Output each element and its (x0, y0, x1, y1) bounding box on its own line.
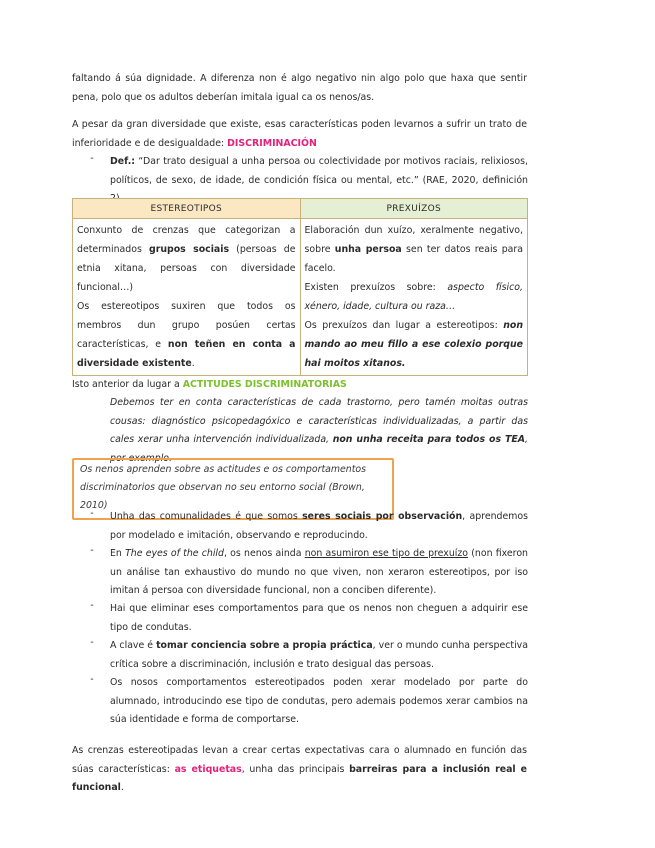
italic-text: aspecto físico, xénero, idade, cultura ou raza… (304, 282, 523, 312)
text: Os prexuízos dan lugar a estereotipos: (304, 320, 504, 331)
comparison-table (72, 198, 528, 376)
underlined-text: non asumiron ese tipo de prexuízo (304, 548, 469, 559)
bold-text: tomar conciencia sobre a propia práctica (156, 640, 373, 651)
text: , os nenos ainda (224, 548, 305, 559)
header-prexuizos: PREXUÍZOS (300, 199, 528, 219)
text: , ver o mundo cunha perspectiva crítica sobre a discriminación, inclusión e trato desigual das persoas. (110, 640, 528, 670)
list-item: Os nosos comportamentos estereotipados poden xerar modelado por parte do alumnado, introducindo ese tipo de condutas, pero ademais podemos xerar cambios na súa identidade e forma de comportarse. (110, 677, 528, 725)
bullet-marker: - (90, 674, 94, 685)
bold-text: grupos sociais (148, 244, 230, 255)
text: Conxunto de crenzas que categorizan a determinados (77, 225, 296, 255)
discrimination-highlight: DISCRIMINACIÓN (227, 137, 317, 149)
bullet-marker: - (90, 153, 94, 164)
list-item (110, 508, 528, 545)
list-item (110, 637, 528, 674)
text: Existen prexuízos sobre: (304, 282, 448, 293)
text: Debemos ter en conta características de cada trastorno, pero tamén moitas outras cousas: diagnóstico psicopedagóxico e características individualizadas, a partir das cales xerar unha intervención individualizada, (110, 397, 528, 445)
text: As crenzas estereotipadas levan a crear certas expectativas cara o alumnado en función das súas características: (72, 745, 527, 775)
text: Elaboración dun xuízo, xeralmente negativo, sobre (304, 225, 523, 255)
cell-estereotipos (73, 219, 301, 376)
actitudes-highlight: ACTITUDES DISCRIMINATORIAS (182, 379, 347, 390)
text: A clave é (110, 640, 157, 651)
bold-text: non unha receita para todos os TEA (332, 434, 526, 445)
text: (persoas de etnia xitana, persoas con diversidade funcional…) (77, 244, 296, 293)
bold-text: non teñen en conta a diversidade existente (77, 339, 296, 369)
list-item: Hai que eliminar eses comportamentos para que os nenos non cheguen a adquirir ese tipo de condutas. (110, 603, 528, 633)
paragraph-etiquetas (72, 742, 527, 798)
text: sen ter datos reais para facelo. (304, 244, 524, 274)
text: En (110, 548, 126, 559)
text: , por exemplo. (110, 434, 528, 464)
italic-text: The eyes of the child (125, 548, 224, 559)
text: . (191, 358, 195, 369)
quote-box: Os nenos aprenden sobre as actitudes e os comportamentos discriminatorios que observan no seu entorno social (Brown, 2010) (72, 458, 394, 520)
text: Os estereotipos suxiren que todos os membros dun grupo posúen certas características, e (77, 301, 296, 350)
paragraph-actitudes (72, 376, 527, 395)
text: , aprendemos por modelado e imitación, observando e reproducindo. (110, 511, 528, 541)
header-estereotipos: ESTEREOTIPOS (73, 199, 301, 219)
paragraph-actitudes-text: Isto anterior da lugar a (72, 379, 183, 390)
definition-text: “Dar trato desigual a unha persoa ou colectividade por motivos raciais, relixiosos, políticos, de sexo, de idade, de condición física ou mental, etc.” (RAE, 2020, definición (110, 156, 528, 186)
text: , unha das principais (241, 763, 350, 775)
paragraph-intervencion (110, 394, 528, 468)
paragraph-discrimination (72, 116, 527, 153)
etiquetas-highlight: as etiquetas (174, 763, 242, 775)
text: (non fixeron un análise tan exhaustivo do mundo no que viven, non xeraron estereotipos, por iso imitan á persoa con diversidade funcional, non a conciben diferente). (110, 548, 528, 596)
paragraph-discrimination-text: A pesar da gran diversidade que existe, esas características poden levarnos a sufrir un trato de inferioridade e de desigualdade: (72, 119, 527, 149)
cell-prexuizos (300, 219, 528, 376)
definition-label: Def.: (110, 156, 136, 167)
list-item (110, 545, 528, 601)
bullet-marker: - (90, 508, 94, 519)
bold-text: seres sociais por observación (302, 511, 463, 522)
bold-text: barreiras para a inclusión real e funcional (72, 763, 527, 793)
bullet-marker: - (90, 637, 94, 648)
bold-text: unha persoa (334, 244, 402, 255)
text: Unha das comunalidades é que somos (110, 511, 303, 522)
paragraph-dignity: faltando á súa dignidade. A diferenza non é algo negativo nin algo polo que haxa que sentir pena, polo que os adultos deberían imitala igual ca os nenos/as. (72, 73, 527, 103)
text: . (120, 782, 124, 793)
bold-italic-text: non mando ao meu fillo a ese colexio porque hai moitos xitanos. (304, 320, 523, 369)
bullet-marker: - (90, 545, 94, 556)
bullet-marker: - (90, 600, 94, 611)
